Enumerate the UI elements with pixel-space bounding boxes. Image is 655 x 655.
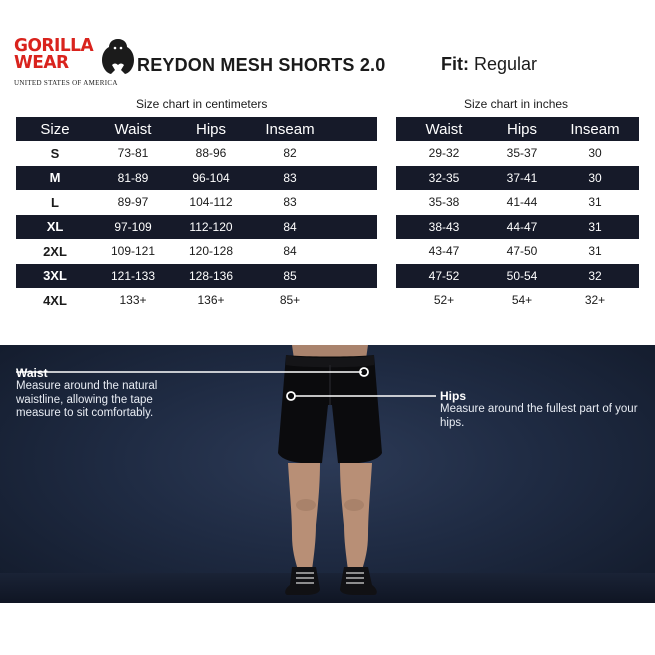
column-header-hips: Hips (195, 120, 226, 138)
inseam-cell: 84 (283, 219, 297, 234)
hips-cell: 88-96 (195, 146, 227, 161)
table-header-row (16, 117, 377, 141)
inseam-cell: 83 (283, 170, 297, 185)
inseam-cell: 31 (588, 244, 602, 259)
hips-cell: 37-41 (506, 170, 538, 185)
hips-cell: 96-104 (192, 170, 230, 185)
waist-cell: 121-133 (110, 268, 156, 283)
waist-cell: 109-121 (110, 244, 156, 259)
inseam-cell: 31 (588, 219, 602, 234)
table-row (16, 190, 377, 215)
inch-size-table (396, 117, 639, 313)
logo-tagline: UNITED STATES OF AMERICA (14, 79, 118, 87)
table-row (396, 215, 639, 240)
size-cell: S (50, 145, 60, 161)
waist-cell: 35-38 (428, 195, 460, 210)
size-cell: 3XL (43, 268, 67, 284)
hips-guide-title: Hips (440, 389, 467, 403)
gorilla-wear-logo (14, 36, 134, 96)
table-row (16, 264, 377, 289)
table-header-row (396, 117, 639, 141)
fit-info (441, 54, 537, 75)
size-cell: 4XL (43, 292, 67, 308)
waist-cell: 52+ (433, 293, 455, 308)
waist-cell: 81-89 (117, 170, 149, 185)
table-row (16, 215, 377, 240)
hips-cell: 104-112 (189, 195, 233, 210)
product-title: REYDON MESH SHORTS 2.0 (137, 55, 386, 75)
model-in-shorts-illustration (240, 345, 420, 603)
waist-cell: 89-97 (117, 195, 149, 210)
inseam-cell: 30 (588, 170, 602, 185)
table-row (396, 239, 639, 264)
hips-cell: 50-54 (506, 268, 538, 283)
waist-cell: 43-47 (428, 244, 460, 259)
measurement-guide-panel (0, 345, 655, 603)
hips-cell: 35-37 (506, 146, 538, 161)
cm-table-caption: Size chart in centimeters (136, 97, 268, 111)
inseam-cell: 85+ (279, 293, 301, 308)
waist-guide-title: Waist (16, 366, 48, 380)
column-header-inseam: Inseam (570, 120, 620, 138)
table-row (396, 166, 639, 191)
waist-cell: 97-109 (114, 219, 152, 234)
hips-cell: 54+ (511, 293, 533, 308)
table-row (16, 166, 377, 191)
column-header-size: Size (40, 120, 70, 138)
waist-cell: 73-81 (117, 146, 149, 161)
waist-cell: 133+ (119, 293, 147, 308)
logo-word-wear: WEAR (14, 52, 69, 74)
table-row (16, 239, 377, 264)
column-header-waist: Waist (114, 120, 152, 138)
waist-cell: 38-43 (428, 219, 460, 234)
table-row (16, 288, 377, 313)
size-cell: L (51, 194, 59, 210)
table-row (16, 141, 377, 166)
waist-cell: 32-35 (428, 170, 460, 185)
gorilla-icon (98, 36, 138, 76)
table-row (396, 190, 639, 215)
inseam-cell: 30 (588, 146, 602, 161)
table-row (396, 141, 639, 166)
column-header-hips: Hips (506, 120, 537, 138)
table-row (396, 264, 639, 289)
fit-label: Fit: (441, 54, 469, 74)
hips-guide-description: Measure around the fullest part of your hips. (440, 403, 638, 429)
inseam-cell: 82 (283, 146, 297, 161)
hips-cell: 47-50 (506, 244, 538, 259)
logo-word-gorilla: GORILLA (14, 35, 94, 57)
hips-cell: 41-44 (506, 195, 538, 210)
size-cell: M (49, 170, 61, 186)
hips-cell: 112-120 (189, 219, 233, 234)
inseam-cell: 83 (283, 195, 297, 210)
inseam-cell: 84 (283, 244, 297, 259)
size-cell: 2XL (43, 243, 67, 259)
inseam-cell: 32 (588, 268, 602, 283)
fit-value: Regular (474, 54, 538, 74)
column-header-inseam: Inseam (265, 120, 315, 138)
inseam-cell: 85 (283, 268, 297, 283)
waist-guide-description: Measure around the natural waistline, allowing the tape measure to sit comfortably. (16, 380, 158, 419)
column-header-waist: Waist (425, 120, 463, 138)
size-cell: XL (46, 219, 64, 235)
inch-table-caption: Size chart in inches (464, 97, 569, 111)
waist-cell: 29-32 (428, 146, 460, 161)
hips-cell: 136+ (197, 293, 225, 308)
hips-cell: 128-136 (188, 268, 234, 283)
inseam-cell: 31 (588, 195, 602, 210)
hips-cell: 120-128 (188, 244, 234, 259)
waist-cell: 47-52 (428, 268, 460, 283)
table-row (396, 288, 639, 313)
hips-cell: 44-47 (506, 219, 538, 234)
cm-size-table (16, 117, 377, 313)
inseam-cell: 32+ (584, 293, 606, 308)
